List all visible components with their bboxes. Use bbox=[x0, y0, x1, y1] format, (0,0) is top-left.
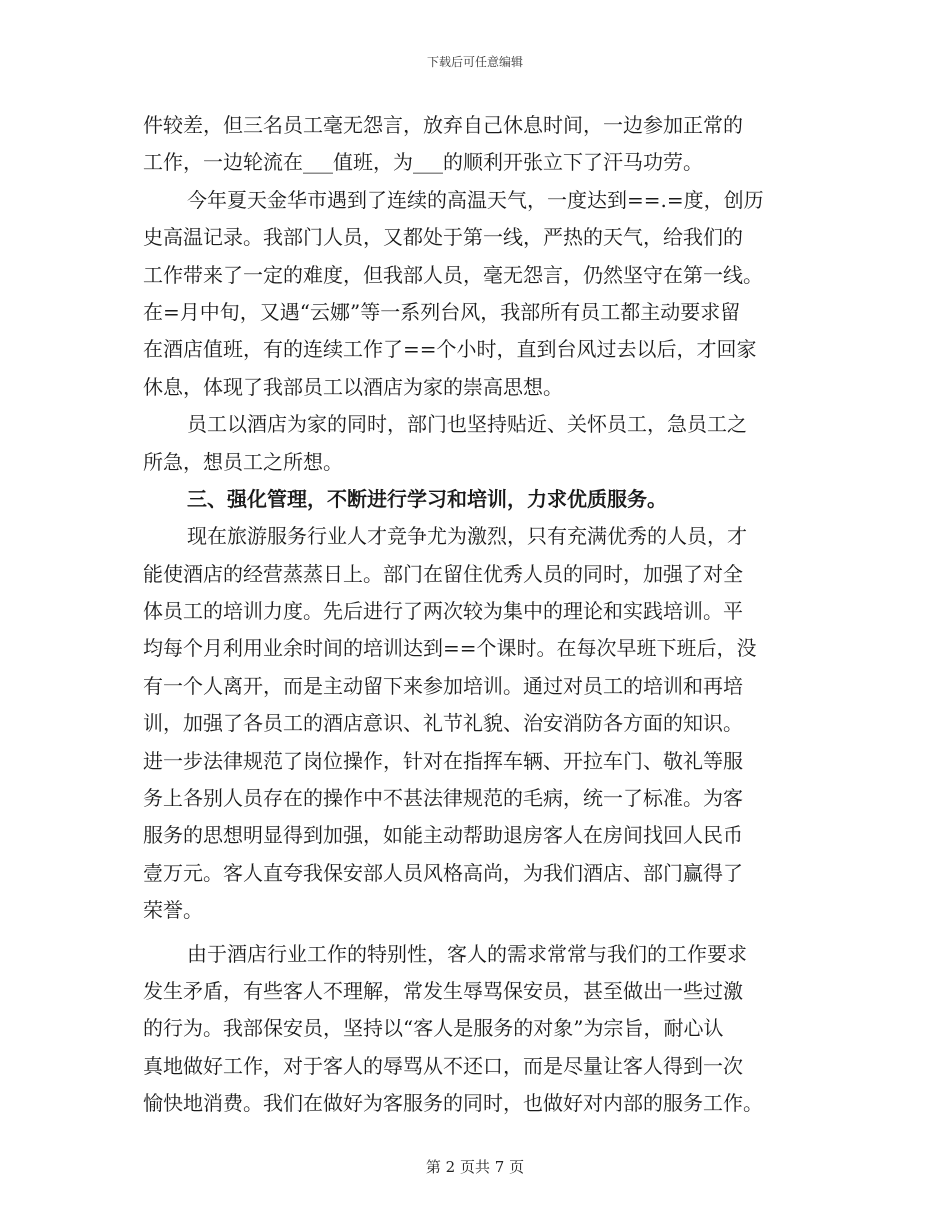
section-heading: 三、强化管理，不断进行学习和培训，力求优质服务。 bbox=[187, 486, 667, 511]
text-line: 史高温记录。我部门人员，又都处于第一线，严热的天气，给我们的 bbox=[143, 225, 743, 250]
text-line: 真地做好工作，对于客人的辱骂从不还口，而是尽量让客人得到一次 bbox=[143, 1053, 743, 1078]
paragraph-start-line: 由于酒店行业工作的特别性，客人的需求常常与我们的工作要求 bbox=[187, 941, 747, 966]
document-body bbox=[143, 107, 806, 1123]
text-line: 进一步法律规范了岗位操作，针对在指挥车辆、开拉车门、敬礼等服 bbox=[143, 748, 743, 773]
paragraph-start-line: 现在旅游服务行业人才竞争尤为激烈，只有充满优秀的人员，才 bbox=[187, 524, 747, 549]
text-line: 能使酒店的经营蒸蒸日上。部门在留住优秀人员的同时，加强了对全 bbox=[143, 561, 743, 586]
text-line: 在酒店值班，有的连续工作了==个小时，直到台风过去以后，才回家 bbox=[143, 337, 757, 362]
text-line: 休息，体现了我部员工以酒店为家的崇高思想。 bbox=[143, 374, 563, 399]
paragraph-start-line: 今年夏天金华市遇到了连续的高温天气，一度达到==.=度，创历 bbox=[187, 187, 764, 212]
text-line: 所急，想员工之所想。 bbox=[143, 449, 343, 474]
text-line: 荣誉。 bbox=[143, 898, 203, 923]
text-line: 壹万元。客人直夸我保安部人员风格高尚，为我们酒店、部门赢得了 bbox=[143, 860, 743, 885]
text-line: 均每个月利用业余时间的培训达到==个课时。在每次早班下班后，没 bbox=[143, 636, 757, 661]
text-line: 件较差，但三名员工毫无怨言，放弃自己休息时间，一边参加正常的 bbox=[143, 113, 743, 137]
paragraph-start-line: 员工以酒店为家的同时，部门也坚持贴近、关怀员工，急员工之 bbox=[187, 412, 747, 437]
text-line: 务上各别人员存在的操作中不甚法律规范的毛病，统一了标准。为客 bbox=[143, 786, 743, 811]
text-line: 的行为。我部保安员，坚持以“客人是服务的对象”为宗旨，耐心认 bbox=[143, 1016, 724, 1041]
text-line: 训，加强了各员工的酒店意识、礼节礼貌、治安消防各方面的知识。 bbox=[143, 711, 743, 736]
text-line: 工作带来了一定的难度，但我部人员，毫无怨言，仍然坚守在第一线。 bbox=[143, 262, 763, 287]
text-line: 体员工的培训力度。先后进行了两次较为集中的理论和实践培训。平 bbox=[143, 599, 743, 624]
text-line: 发生矛盾，有些客人不理解，常发生辱骂保安员，甚至做出一些过激 bbox=[143, 978, 743, 1003]
text-line: 工作，一边轮流在___值班，为___的顺利开张立下了汗马功劳。 bbox=[143, 150, 703, 175]
text-line: 在=月中旬，又遇“云娜”等一系列台风，我部所有员工都主动要求留 bbox=[143, 299, 741, 324]
text-line: 愉快地消费。我们在做好为客服务的同时，也做好对内部的服务工作。 bbox=[143, 1091, 763, 1116]
text-line: 有一个人离开，而是主动留下来参加培训。通过对员工的培训和再培 bbox=[143, 673, 743, 698]
page-footer: 第 2 页共 7 页 bbox=[425, 1158, 525, 1176]
text-line: 服务的思想明显得到加强，如能主动帮助退房客人在房间找回人民币 bbox=[143, 823, 743, 848]
page-header: 下载后可任意编辑 bbox=[426, 55, 523, 69]
